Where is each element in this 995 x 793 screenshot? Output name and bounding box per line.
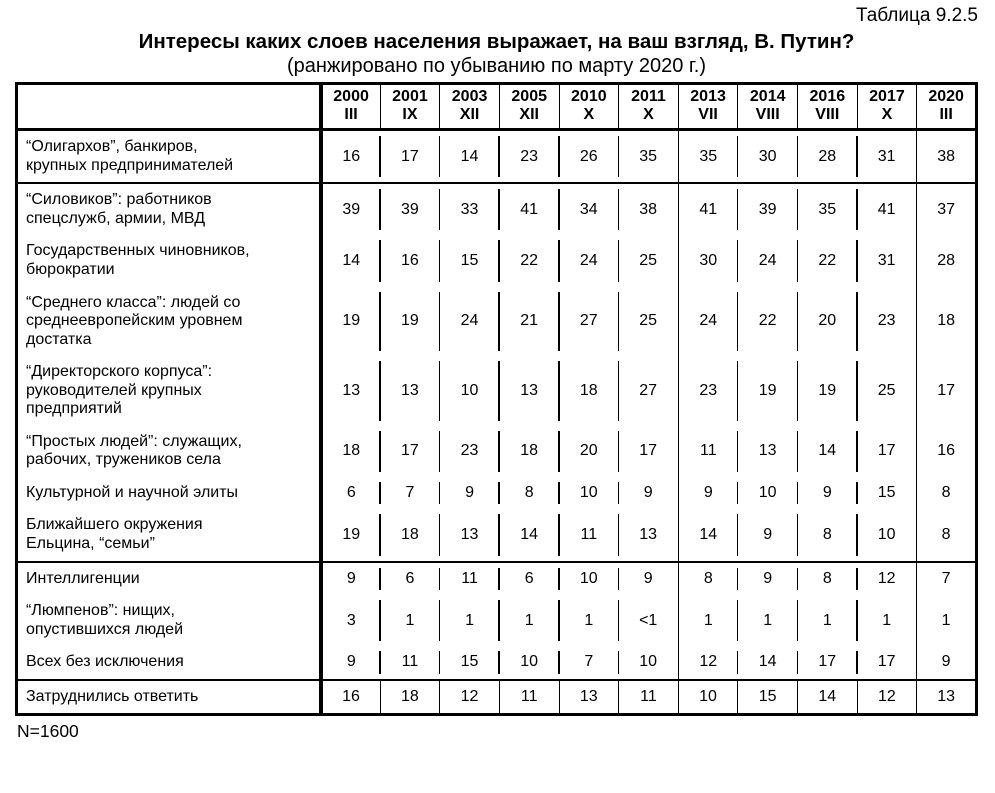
year-header	[917, 84, 977, 130]
row-label: “Среднего класса”: людей со среднеевропейским уровнем достатка	[26, 293, 243, 348]
header-year: 2013	[690, 88, 726, 106]
data-cell: 19	[321, 287, 381, 357]
header-month: III	[939, 106, 953, 124]
data-cell: 15	[857, 477, 917, 510]
header-year: 2000	[333, 88, 369, 106]
data-cell: 11	[499, 680, 559, 715]
table-row	[17, 287, 977, 357]
table-row	[17, 680, 977, 715]
data-cell: 24	[738, 235, 798, 286]
data-cell: 14	[798, 426, 858, 477]
data-cell: 17	[917, 356, 977, 426]
data-cell: 1	[499, 595, 559, 646]
data-cell: 10	[619, 646, 679, 680]
header-month: X	[643, 106, 654, 124]
row-label: Интеллигенции	[26, 569, 140, 587]
header-year: 2014	[749, 88, 786, 106]
data-cell: 17	[380, 426, 440, 477]
year-header	[678, 84, 738, 130]
data-cell: 18	[380, 509, 440, 561]
data-cell: 31	[857, 235, 917, 286]
data-cell: 22	[499, 235, 559, 286]
year-header	[738, 84, 798, 130]
data-cell: 8	[499, 477, 559, 510]
data-cell: 15	[738, 680, 798, 715]
header-year: 2017	[869, 88, 905, 106]
data-cell: 35	[798, 183, 858, 235]
data-cell: 9	[678, 477, 738, 510]
data-cell: 19	[321, 509, 381, 561]
data-cell: 17	[857, 646, 917, 680]
data-cell: 10	[559, 477, 619, 510]
table-header	[17, 84, 977, 130]
data-cell: 16	[321, 130, 381, 184]
data-cell: 14	[738, 646, 798, 680]
data-cell: 11	[619, 680, 679, 715]
data-cell: 7	[559, 646, 619, 680]
data-cell: 9	[619, 477, 679, 510]
header-year: 2001	[392, 88, 428, 106]
data-cell: 13	[559, 680, 619, 715]
row-label: “Директорского корпуса”: руководителей крупных предприятий	[26, 363, 213, 418]
data-cell: 22	[738, 287, 798, 357]
data-cell: 9	[321, 646, 381, 680]
data-cell: 1	[917, 595, 977, 646]
row-label: “Люмпенов”: нищих, опустившихся людей	[26, 602, 184, 638]
data-cell: 10	[678, 680, 738, 715]
data-cell: 14	[798, 680, 858, 715]
data-cell: 17	[619, 426, 679, 477]
table-row	[17, 235, 977, 286]
year-header	[440, 84, 500, 130]
data-cell: 9	[738, 562, 798, 596]
corner-cell	[17, 84, 321, 130]
header-year: 2005	[511, 88, 547, 106]
header-month: X	[881, 106, 893, 124]
data-cell: 21	[499, 287, 559, 357]
data-cell: 20	[559, 426, 619, 477]
data-cell: 1	[380, 595, 440, 646]
data-cell: 35	[678, 130, 738, 184]
data-cell: 8	[678, 562, 738, 596]
header-month: VIII	[755, 106, 780, 124]
data-cell: 23	[857, 287, 917, 357]
header-month: X	[583, 106, 595, 124]
data-cell: 8	[798, 509, 858, 561]
row-label: Культурной и научной элиты	[26, 483, 239, 501]
data-cell: 24	[678, 287, 738, 357]
data-cell: 15	[440, 646, 500, 680]
data-cell: 7	[380, 477, 440, 510]
header-row	[17, 84, 977, 130]
row-label: “Простых людей”: служащих, рабочих, тружеников села	[26, 432, 242, 469]
data-cell: 28	[798, 130, 858, 184]
table-row	[17, 356, 977, 426]
table-row	[17, 183, 977, 235]
data-cell: 9	[619, 562, 679, 596]
year-header	[798, 84, 858, 130]
data-cell: 1	[559, 595, 619, 646]
header-month: XII	[459, 106, 480, 124]
data-cell: 7	[917, 562, 977, 596]
data-cell: 15	[440, 235, 500, 286]
data-cell: 25	[619, 235, 679, 286]
data-cell: 8	[917, 509, 977, 561]
data-cell: 8	[798, 562, 858, 596]
data-cell: 19	[380, 287, 440, 357]
data-cell: 25	[857, 356, 917, 426]
data-cell: 13	[499, 356, 559, 426]
data-cell: 10	[440, 356, 500, 426]
data-cell: 10	[559, 562, 619, 596]
page-subtitle: (ранжировано по убыванию по марту 2020 г.)	[287, 55, 706, 78]
data-cell: 17	[380, 130, 440, 184]
table-row	[17, 477, 977, 510]
data-cell: 35	[619, 130, 679, 184]
year-header	[380, 84, 440, 130]
data-cell: 23	[678, 356, 738, 426]
table-row	[17, 509, 977, 561]
data-cell: 13	[380, 356, 440, 426]
data-cell: 27	[559, 287, 619, 357]
data-cell: 18	[499, 426, 559, 477]
header-year: 2016	[809, 88, 846, 106]
row-label: Всех без исключения	[17, 646, 321, 680]
data-cell: 11	[678, 426, 738, 477]
data-cell: 18	[321, 426, 381, 477]
data-cell: 6	[380, 562, 440, 596]
data-cell: 18	[917, 287, 977, 357]
data-cell: 8	[917, 477, 977, 510]
data-cell: 16	[321, 680, 381, 715]
row-label: Ближайшего окружения Ельцина, “семьи”	[17, 509, 321, 561]
data-cell: 14	[440, 130, 500, 184]
data-cell: 41	[499, 183, 559, 235]
data-cell: 18	[559, 356, 619, 426]
table-row	[17, 646, 977, 680]
data-cell: 9	[440, 477, 500, 510]
data-cell: 24	[440, 287, 500, 357]
data-cell: 12	[857, 562, 917, 596]
data-cell: 1	[857, 595, 917, 646]
year-header	[619, 84, 679, 130]
data-cell: 22	[798, 235, 858, 286]
data-cell: 11	[380, 646, 440, 680]
year-header	[499, 84, 559, 130]
data-cell: 12	[857, 680, 917, 715]
data-cell: 16	[380, 235, 440, 286]
data-cell: 10	[499, 646, 559, 680]
data-cell: 23	[499, 130, 559, 184]
row-label: Государственных чиновников, бюрократии	[26, 242, 250, 278]
row-label: “Силовиков”: работников спецслужб, армии, МВД	[26, 191, 212, 227]
data-cell: 38	[619, 183, 679, 235]
data-cell: 31	[857, 130, 917, 184]
data-cell: 16	[917, 426, 977, 477]
data-cell: 24	[559, 235, 619, 286]
data-cell: 3	[321, 595, 381, 646]
data-cell: 10	[738, 477, 798, 510]
year-header	[321, 84, 381, 130]
data-cell: 19	[798, 356, 858, 426]
data-cell: 25	[619, 287, 679, 357]
data-cell: 13	[917, 680, 977, 715]
data-cell: 1	[440, 595, 500, 646]
data-cell: 1	[798, 595, 858, 646]
data-cell: 13	[738, 426, 798, 477]
page-title: Интересы каких слоев населения выражает, на ваш взгляд, В. Путин?	[138, 29, 855, 53]
row-label: “Олигархов”, банкиров, крупных предпринимателей	[17, 130, 321, 184]
data-cell: 1	[738, 595, 798, 646]
data-cell: 18	[380, 680, 440, 715]
data-cell: 39	[380, 183, 440, 235]
year-header	[559, 84, 619, 130]
data-cell: 33	[440, 183, 500, 235]
data-cell: 38	[917, 130, 977, 184]
data-cell: 14	[499, 509, 559, 561]
data-cell: <1	[619, 595, 679, 646]
sample-size-note: N=1600	[17, 721, 79, 742]
data-cell: 9	[321, 562, 381, 596]
data-cell: 1	[678, 595, 738, 646]
table-caption: Таблица 9.2.5	[855, 5, 978, 26]
header-year: 2010	[571, 88, 607, 106]
data-cell: 26	[559, 130, 619, 184]
data-cell: 41	[857, 183, 917, 235]
data-cell: 9	[798, 477, 858, 510]
data-cell: 39	[738, 183, 798, 235]
data-cell: 9	[738, 509, 798, 561]
data-cell: 13	[321, 356, 381, 426]
data-cell: 27	[619, 356, 679, 426]
year-header	[857, 84, 917, 130]
header-year: 2020	[928, 88, 964, 106]
table-row	[17, 562, 977, 596]
data-cell: 17	[798, 646, 858, 680]
header-year: 2003	[451, 88, 488, 106]
data-cell: 13	[619, 509, 679, 561]
row-label: Затруднились ответить	[26, 687, 199, 705]
data-cell: 39	[321, 183, 381, 235]
data-cell: 17	[857, 426, 917, 477]
data-cell: 12	[678, 646, 738, 680]
data-cell: 14	[678, 509, 738, 561]
data-cell: 19	[738, 356, 798, 426]
data-cell: 12	[440, 680, 500, 715]
table-body	[17, 130, 977, 715]
table-row	[17, 595, 977, 646]
data-cell: 20	[798, 287, 858, 357]
data-cell: 23	[440, 426, 500, 477]
data-cell: 14	[321, 235, 381, 286]
header-month: III	[344, 106, 358, 124]
header-month: VII	[698, 106, 718, 124]
header-month: IX	[402, 106, 418, 124]
data-cell: 10	[857, 509, 917, 561]
header-month: VIII	[815, 106, 840, 124]
data-cell: 11	[559, 509, 619, 561]
table-row	[17, 426, 977, 477]
data-cell: 37	[917, 183, 977, 235]
data-cell: 9	[917, 646, 977, 680]
data-cell: 11	[440, 562, 500, 596]
data-cell: 13	[440, 509, 500, 561]
header-year: 2011	[631, 88, 666, 106]
data-cell: 41	[678, 183, 738, 235]
table-row	[17, 130, 977, 184]
data-cell: 6	[321, 477, 381, 510]
data-cell: 30	[738, 130, 798, 184]
data-cell: 30	[678, 235, 738, 286]
header-month: XII	[519, 106, 539, 124]
data-cell: 6	[499, 562, 559, 596]
survey-table	[15, 82, 978, 716]
data-cell: 28	[917, 235, 977, 286]
data-cell: 34	[559, 183, 619, 235]
